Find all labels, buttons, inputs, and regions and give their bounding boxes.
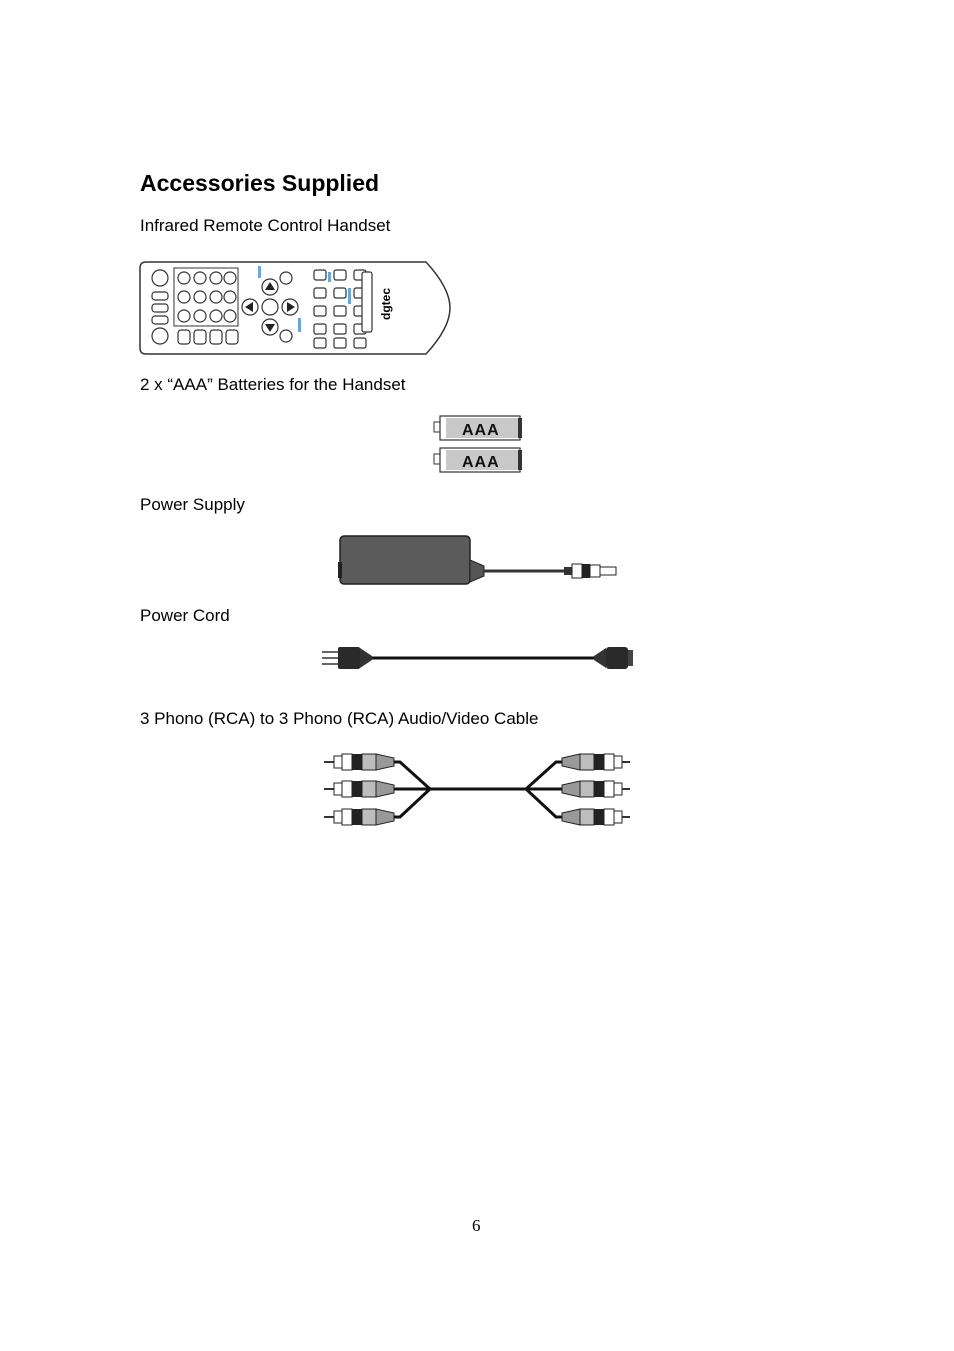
remote-brand-logo: dgtec: [379, 287, 393, 320]
rca-plug-left-2: [324, 781, 394, 797]
rca-plug-right-2: [562, 781, 630, 797]
battery-1: [434, 416, 522, 440]
item-label-remote: Infrared Remote Control Handset: [140, 216, 391, 235]
aaa-battery-icon: [432, 414, 526, 478]
rca-cable-icon: [322, 746, 634, 836]
rca-plug-left-3: [324, 809, 394, 825]
item-label-batteries: 2 x “AAA” Batteries for the Handset: [140, 375, 406, 394]
page-title: Accessories Supplied: [140, 170, 380, 196]
rca-plug-right-3: [562, 809, 630, 825]
rca-plug-left-1: [324, 754, 394, 770]
remote-control-icon: [138, 258, 452, 358]
battery-2: [434, 448, 522, 472]
item-label-power-supply: Power Supply: [140, 495, 245, 514]
battery-label: AAA: [462, 454, 500, 471]
item-label-av-cable: 3 Phono (RCA) to 3 Phono (RCA) Audio/Video Cable: [140, 709, 539, 728]
page-number: 6: [472, 1216, 481, 1235]
battery-label: AAA: [462, 422, 500, 439]
power-adapter-icon: [336, 532, 622, 590]
power-cord-icon: [320, 642, 636, 674]
rca-plug-right-1: [562, 754, 630, 770]
item-label-power-cord: Power Cord: [140, 606, 230, 625]
